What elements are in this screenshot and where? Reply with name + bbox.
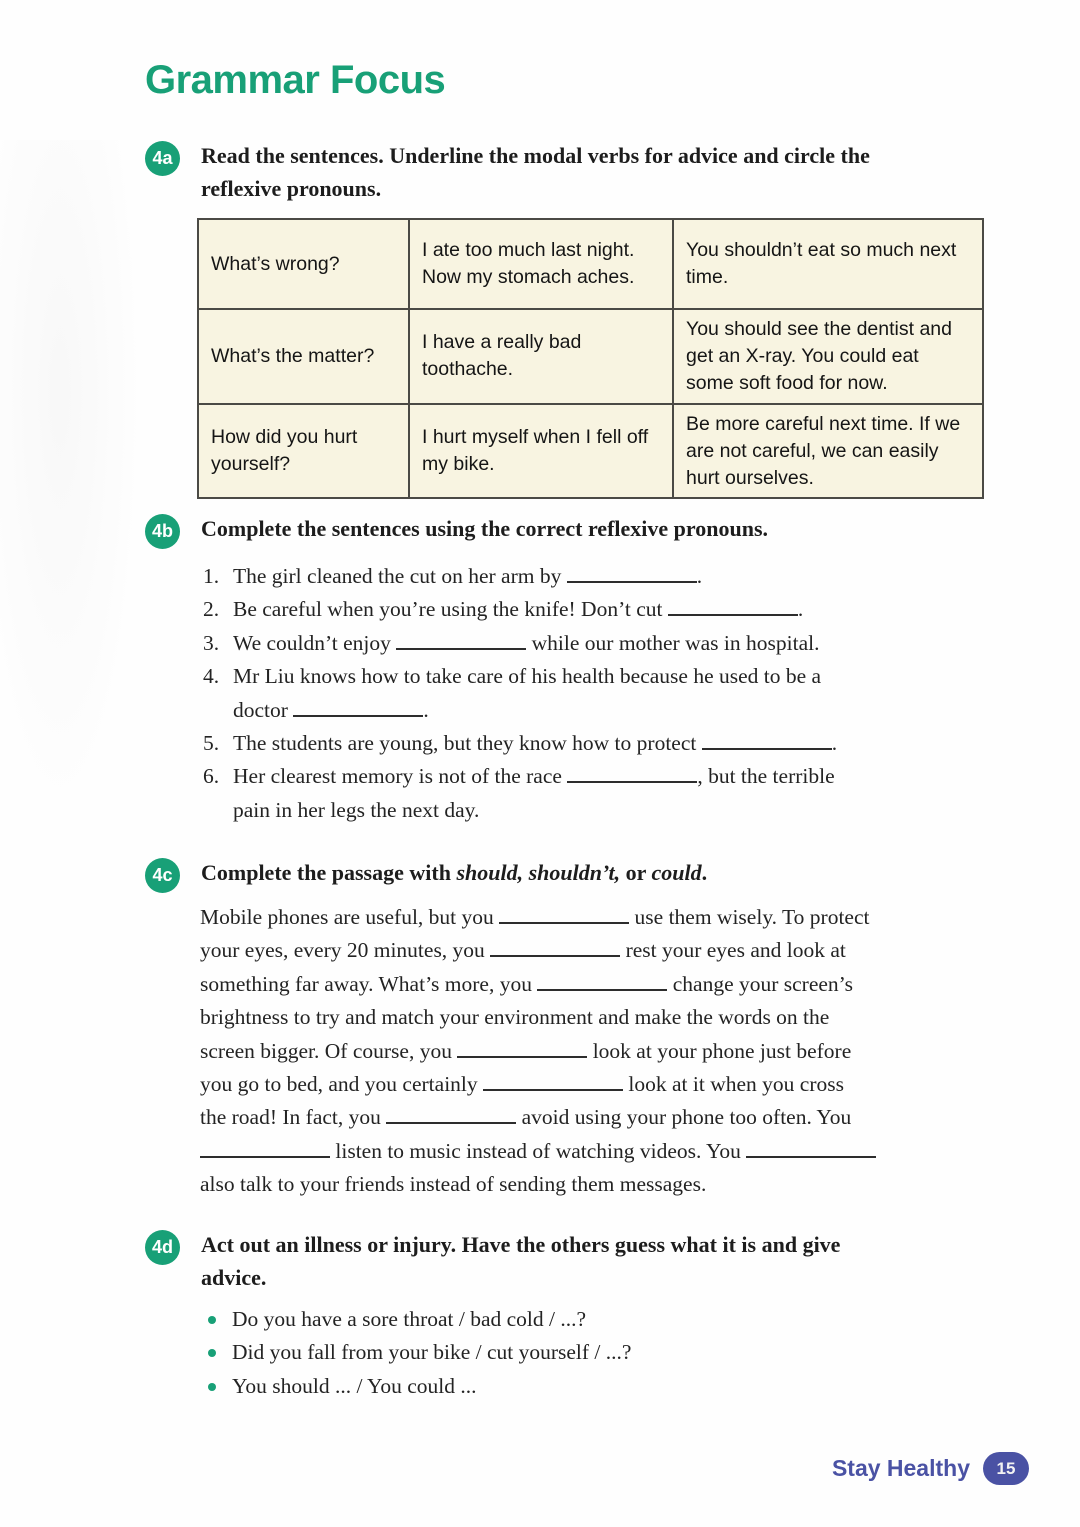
item-text: We couldn’t enjoy while our mother was in hospital. [233, 630, 820, 655]
table-cell: I hurt myself when I fell off my bike. [409, 404, 673, 499]
table-cell: You shouldn’t eat so much next time. [673, 219, 983, 309]
exercise-4b-list [203, 560, 837, 827]
instruction-line: Act out an illness or injury. Have the others guess what it is and give [201, 1232, 841, 1257]
bullet-icon [208, 1349, 216, 1357]
table-row [198, 219, 983, 309]
section-4a-badge: 4a [145, 141, 180, 176]
section-4d [145, 1228, 1005, 1294]
page-number-badge: 15 [983, 1452, 1029, 1485]
list-item [203, 560, 837, 593]
table-cell: You should see the dentist and get an X-ray. You could eat some soft food for now. [673, 309, 983, 404]
passage-line: listen to music instead of watching videos. You [200, 1135, 876, 1168]
answer-blank [293, 715, 423, 717]
bullet-item [208, 1303, 631, 1336]
passage [200, 901, 876, 1202]
bullet-item [208, 1370, 631, 1403]
passage-line: brightness to try and match your environment and make the words on the [200, 1005, 830, 1030]
answer-blank [457, 1056, 587, 1058]
exercise-4d-bullets [208, 1303, 631, 1403]
instruction-line: Read the sentences. Underline the modal verbs for advice and circle the [201, 143, 870, 168]
item-number: 1. [203, 564, 220, 588]
passage-line: you go to bed, and you certainly look at it when you cross [200, 1072, 844, 1097]
table-row [198, 404, 983, 499]
section-4b [145, 512, 1005, 545]
answer-blank [499, 922, 629, 924]
instruction-line: reflexive pronouns. [201, 176, 382, 201]
list-item [203, 593, 837, 626]
table-row [198, 309, 983, 404]
table-cell: Be more careful next time. If we are not careful, we can easily hurt ourselves. [673, 404, 983, 499]
section-4d-badge: 4d [145, 1230, 180, 1265]
item-number: 6. [203, 764, 220, 789]
qa-table [197, 218, 984, 499]
list-item [203, 727, 837, 760]
answer-blank [490, 955, 620, 957]
item-text: The girl cleaned the cut on her arm by . [233, 564, 703, 588]
section-4d-instruction [201, 1228, 991, 1294]
item-text: The students are young, but they know how to protect . [233, 731, 838, 756]
item-number: 3. [203, 630, 220, 655]
bullet-text: Did you fall from your bike / cut yourself / ...? [232, 1340, 632, 1365]
item-number: 4. [203, 664, 220, 689]
scan-artifact [0, 140, 150, 860]
bullet-icon [208, 1316, 216, 1324]
passage-line: also talk to your friends instead of sending them messages. [200, 1172, 707, 1197]
table-cell: What’s the matter? [198, 309, 409, 404]
answer-blank [746, 1156, 876, 1158]
table-cell: How did you hurt yourself? [198, 404, 409, 499]
section-4c-badge: 4c [145, 858, 180, 893]
unit-title: Stay Healthy [831, 1455, 970, 1481]
passage-line: something far away. What’s more, you change your screen’s [200, 971, 854, 996]
answer-blank [483, 1089, 623, 1091]
answer-blank [567, 781, 697, 783]
list-item [203, 760, 837, 827]
section-4a [145, 139, 1005, 205]
bullet-text: Do you have a sore throat / bad cold / ...? [232, 1307, 587, 1331]
bullet-icon [208, 1383, 216, 1391]
answer-blank [537, 989, 667, 991]
bullet-text: You should ... / You could ... [232, 1373, 477, 1398]
page-title: Grammar Focus [145, 58, 446, 102]
answer-blank [200, 1156, 330, 1158]
answer-blank [396, 648, 526, 650]
list-item [203, 627, 837, 660]
answer-blank [702, 748, 832, 750]
passage-line: Mobile phones are useful, but you use them wisely. To protect [200, 905, 870, 929]
section-4c-instruction: Complete the passage with should, shouldn’t, or could. [201, 860, 708, 885]
table-cell: I have a really bad toothache. [409, 309, 673, 404]
table-cell: I ate too much last night. Now my stomach aches. [409, 219, 673, 309]
item-text: Her clearest memory is not of the race , but the terrible pain in her legs the next day. [233, 764, 835, 822]
passage-line: your eyes, every 20 minutes, you rest your eyes and look at [200, 938, 846, 963]
item-number: 5. [203, 731, 220, 756]
passage-line: screen bigger. Of course, you look at your phone just before [200, 1038, 852, 1063]
answer-blank [668, 614, 798, 616]
bullet-item [208, 1336, 631, 1369]
answer-blank [386, 1122, 516, 1124]
section-4b-badge: 4b [145, 514, 180, 549]
list-item [203, 660, 837, 727]
table-cell: What’s wrong? [198, 219, 409, 309]
section-4c [145, 856, 1005, 889]
section-4a-instruction [201, 139, 991, 205]
answer-blank [567, 581, 697, 583]
section-4b-instruction: Complete the sentences using the correct reflexive pronouns. [201, 516, 769, 541]
item-text: Be careful when you’re using the knife! Don’t cut . [233, 597, 804, 622]
item-text: Mr Liu knows how to take care of his health because he used to be a doctor . [233, 664, 822, 722]
item-number: 2. [203, 597, 220, 622]
page-footer [832, 1452, 1029, 1485]
instruction-line: advice. [201, 1265, 267, 1290]
passage-line: the road! In fact, you avoid using your phone too often. You [200, 1105, 852, 1130]
